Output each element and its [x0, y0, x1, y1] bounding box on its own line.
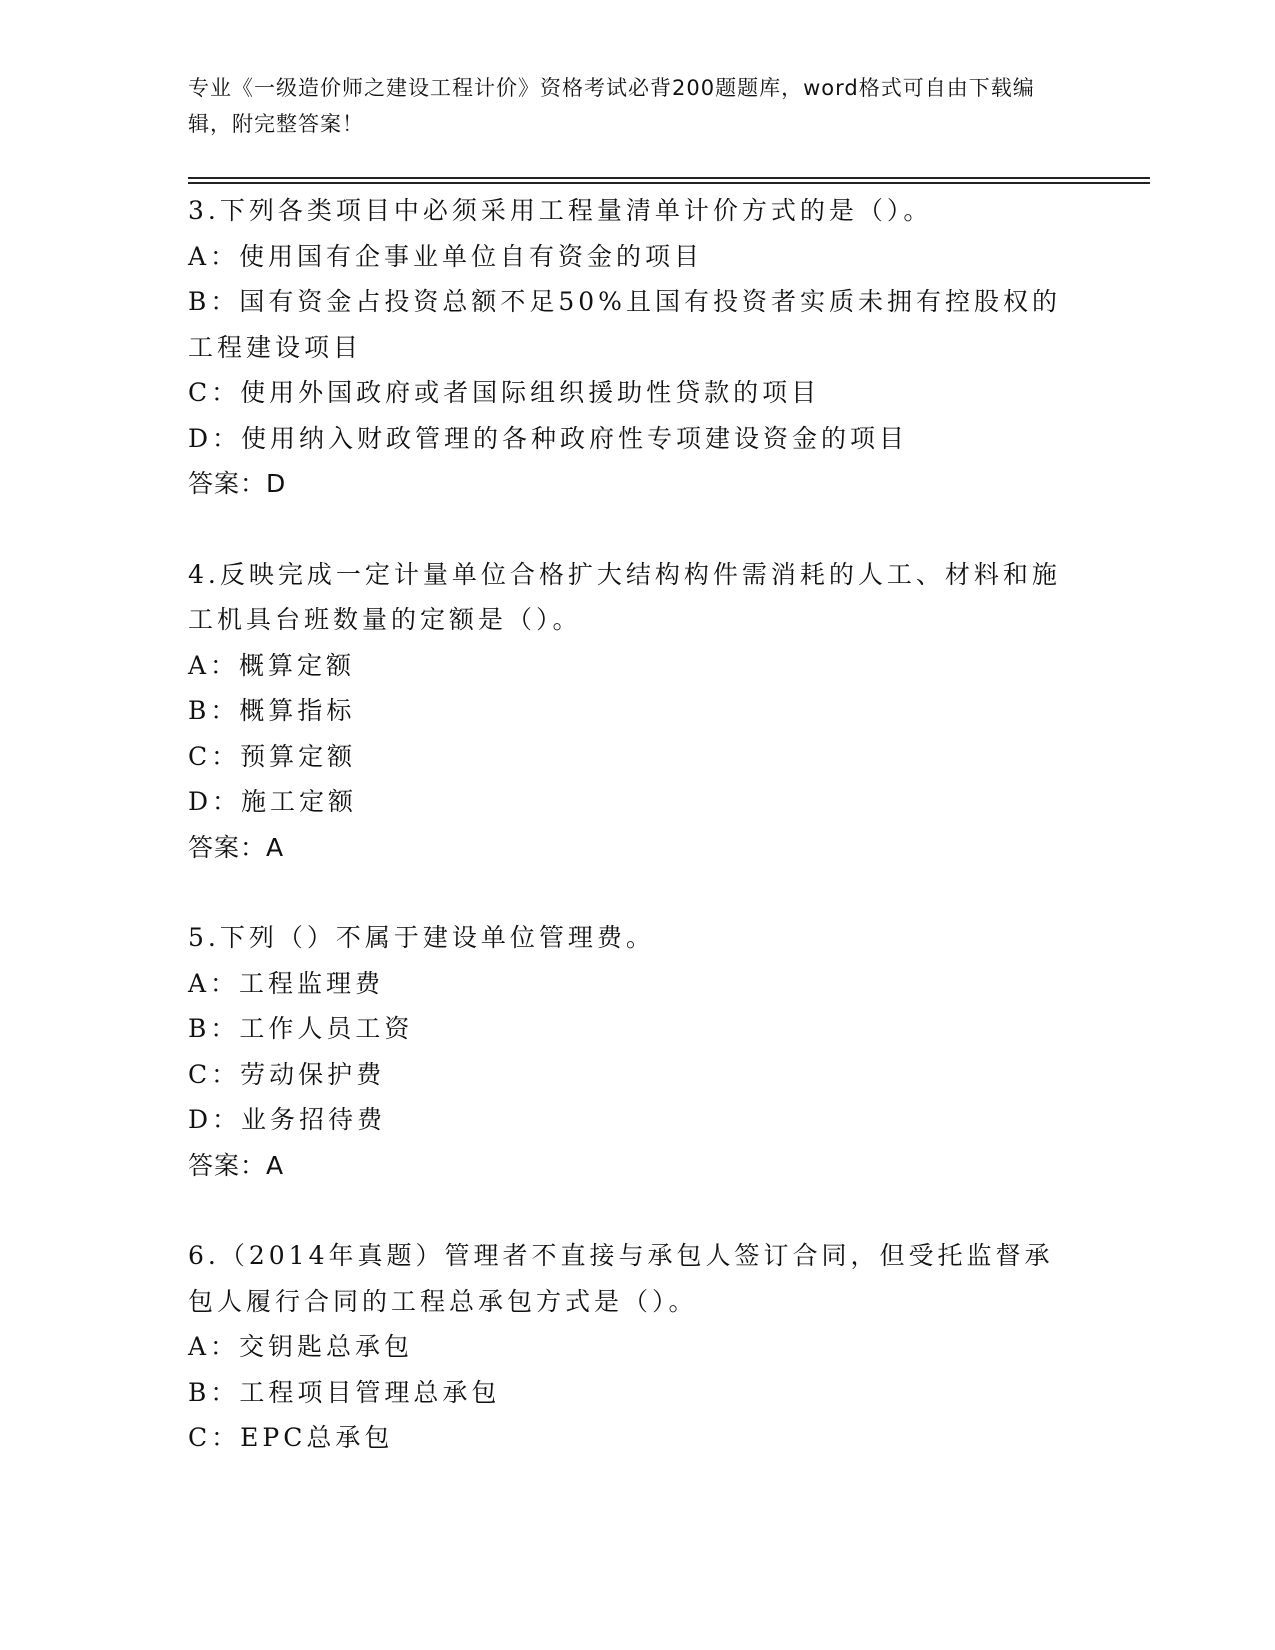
question-4 [188, 552, 1068, 871]
document-header [188, 70, 1068, 142]
answer: 答案：A [188, 832, 285, 862]
option-b: B：工程项目管理总承包 [188, 1377, 501, 1407]
option-c: C：劳动保护费 [188, 1059, 386, 1089]
question-stem: 5.下列（）不属于建设单位管理费。 [188, 923, 655, 952]
question-3 [188, 188, 1068, 507]
question-list [188, 188, 1068, 1461]
question-5 [188, 915, 1068, 1188]
header-divider-bottom [188, 182, 1150, 184]
header-title: 专业《一级造价师之建设工程计价》资格考试必背200题题库，word格式可自由下载编辑，附完整答案！ [188, 76, 1035, 136]
option-a: A：工程监理费 [188, 968, 385, 998]
option-c: C：使用外国政府或者国际组织援助性贷款的项目 [188, 378, 821, 407]
answer: 答案：D [188, 469, 287, 498]
question-stem: 4.反映完成一定计量单位合格扩大结构构件需消耗的人工、材料和施工机具台班数量的定额是（）。 [188, 559, 1061, 634]
option-b: B：概算指标 [188, 696, 356, 725]
option-b: B：工作人员工资 [188, 1014, 414, 1043]
option-d: D：使用纳入财政管理的各种政府性专项建设资金的项目 [188, 423, 909, 453]
answer: 答案：A [188, 1150, 285, 1180]
option-a: A：概算定额 [188, 650, 356, 680]
question-6 [188, 1233, 1068, 1461]
option-b: B：国有资金占投资总额不足50%且国有投资者实质未拥有控股权的工程建设项目 [188, 287, 1061, 362]
option-a: A：使用国有企事业单位自有资金的项目 [188, 241, 704, 271]
option-d: D：业务招待费 [188, 1105, 387, 1134]
question-stem: 3.下列各类项目中必须采用工程量清单计价方式的是（）。 [188, 196, 933, 225]
question-stem: 6.（2014年真题）管理者不直接与承包人签订合同，但受托监督承包人履行合同的工程总承包方式是（）。 [188, 1241, 1054, 1316]
option-c: C：EPC总承包 [188, 1423, 394, 1452]
option-d: D：施工定额 [188, 787, 358, 816]
option-c: C：预算定额 [188, 741, 357, 771]
option-a: A：交钥匙总承包 [188, 1332, 414, 1361]
header-divider-top [188, 177, 1150, 179]
